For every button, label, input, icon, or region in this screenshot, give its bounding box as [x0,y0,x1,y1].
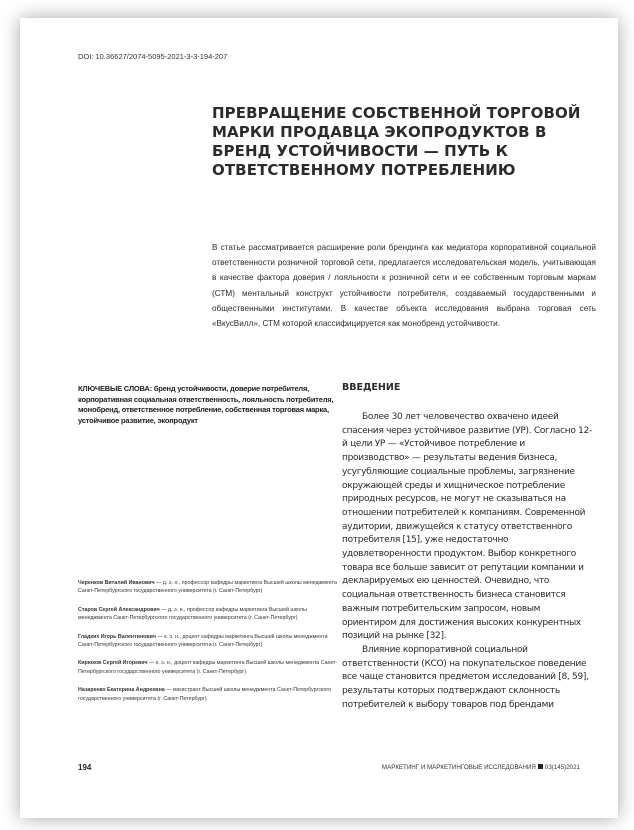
author-desc: — к. э. н., доцент кафедры маркетинга Высшей школы менеджмента Санкт-Петербургского государственного университета (г. Санкт-Петербург) [78,660,338,675]
author-entry [78,633,340,650]
author-list [78,579,340,713]
intro-body [342,411,592,712]
journal-issue: 03(145)2021 [544,764,580,771]
intro-paragraph: Более 30 лет человечество охвачено идеей спасения через устойчивое развитие (УР). Согласно 12-й цели УР — «Устойчивое потребление и производство» — результаты ведения бизнеса, усугубляющие социальные проблемы, загрязнение окружающей среды и хищническое потребление природных ресурсов, не могут не сказываться на отношении потребителей к компаниям. Современной аудитории, движущейся к статусу ответственного потребителя [15], уже недостаточно удовлетворенности продуктом. Выбор конкретного товара все больше зависит от репутации компании и декларируемых ею ценностей. Очевидно, что социальная ответственность бизнеса становится важным потребительским запросом, новым ориентиром для достижения высоких конкурентных позиций на рынке [32]. [342,412,592,642]
author-name: Кирюков Сергей Игоревич [78,660,148,667]
author-entry [78,659,340,676]
square-bullet-icon [538,764,543,769]
intro-paragraph: Влияние корпоративной социальной ответственности (КСО) на покупательское поведение все чаще становится предметом исследований [8, 59], результаты которых подтверждают склонность потребителей к выбору товаров под брендами [342,644,589,710]
author-name: Черенков Виталий Иванович [78,580,155,586]
page-number: 194 [78,763,92,772]
author-desc: — д. э. н., профессор кафедры маркетинга Высшей школы менеджмента Санкт-Петербургского государственного университета (г. Санкт-Петербург) [78,580,337,595]
author-name: Старов Сергей Александрович [78,606,160,613]
paper-page [20,18,618,818]
author-entry [78,606,340,623]
author-entry [78,686,340,703]
journal-name: МАРКЕТИНГ И МАРКЕТИНГОВЫЕ ИССЛЕДОВАНИЯ [381,764,536,771]
keywords: КЛЮЧЕВЫЕ СЛОВА: бренд устойчивости, доверие потребителя, корпоративная социальная ответственность, лояльность потребителя, монобренд, ответственное потребление, собственная торговая марка, устойчивое развитие, экопродукт [78,384,334,425]
author-desc: — к. э. н., доцент кафедры маркетинга Высшей школы менеджмента Санкт-Петербургского государственного университета (г. Санкт-Петербург) [78,633,328,649]
doi: DOI: 10.36627/2074-5095-2021-3-3-194-207 [78,52,228,61]
author-name: Назаренко Екатерина Андреевна [78,687,165,694]
section-heading-intro: ВВЕДЕНИЕ [342,382,401,393]
author-desc: — магистрант Высшей школы менеджмента Санкт-Петербургского государственного университета (г. Санкт-Петербург) [78,687,332,702]
journal-footer [382,764,580,771]
abstract: В статье рассматривается расширение роли брендинга как медиатора корпоративной социальной ответственности розничной торговой сети, предлагается исследовательская модель, учитывающая в качестве фактора доверия / лояльности к розничной сети и ее собственным торговым маркам (СТМ) ментальный конструкт устойчивости потребителя, создаваемый государственными и общественными институтами. В качестве объекта исследования выбрана торговая сеть «ВкусВилл», СТМ которой классифицируется как монобренд устойчивости. [212,243,596,329]
author-desc: — д. э. н., профессор кафедры маркетинга Высшей школы менеджмента Санкт-Петербургского государственного университета (г. Санкт-Петербург) [78,606,307,622]
article-title: ПРЕВРАЩЕНИЕ СОБСТВЕННОЙ ТОРГОВОЙ МАРКИ ПРОДАВЦА ЭКОПРОДУКТОВ В БРЕНД УСТОЙЧИВОСТИ — ПУТЬ К ОТВЕТСТВЕННОМУ ПОТРЕБЛЕНИЮ [212,104,581,179]
author-name: Гладких Игорь Валентинович [78,633,156,640]
author-entry [78,579,340,596]
